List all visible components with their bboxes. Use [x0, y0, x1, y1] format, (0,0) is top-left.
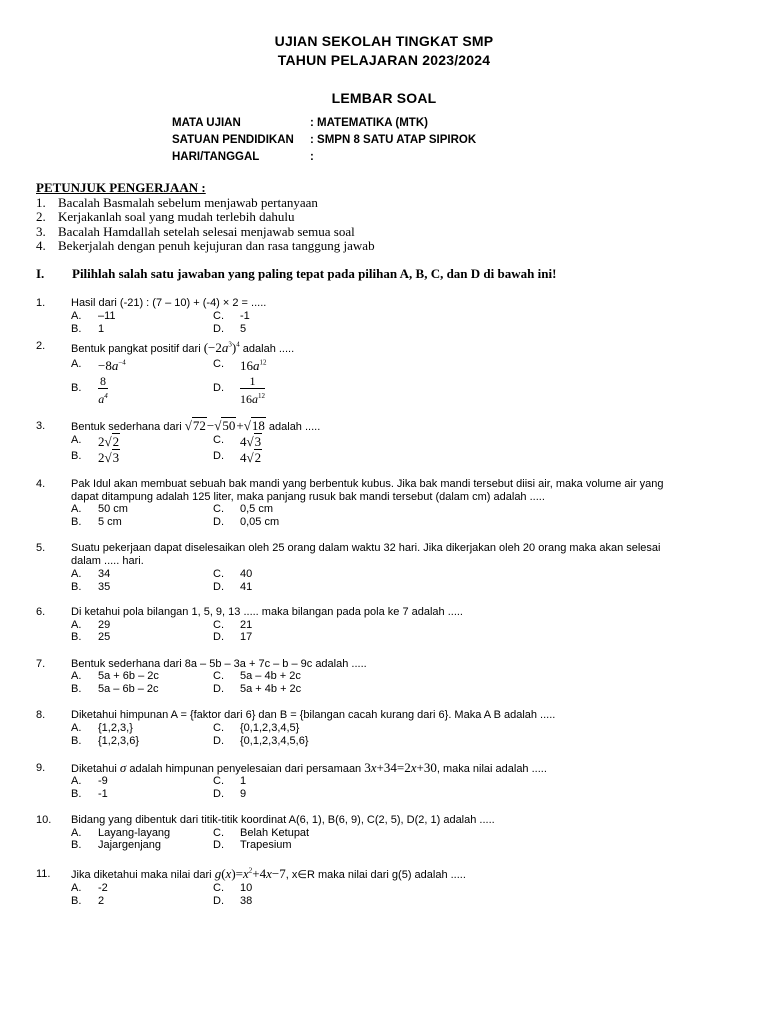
sheet-title: LEMBAR SOAL	[331, 90, 437, 106]
section-title: Pilihlah salah satu jawaban yang paling tepat pada pilihan A, B, C, dan D di bawah ini!	[72, 266, 557, 281]
math-expression: $(-2a^3)^4$	[203, 340, 240, 355]
question-text: Bentuk pangkat positif dari $(-2a^3)^4$ adalah .....	[71, 340, 295, 355]
math-expression: 3x+34=2x+30	[364, 760, 437, 775]
meta-key: MATA UJIAN	[172, 117, 241, 129]
section-heading	[36, 266, 557, 282]
question-text: Bidang yang dibentuk dari titik-titik koordinat A(6, 1), B(6, 9), C(2, 5), D(2, 1) adalah .....	[71, 814, 495, 826]
question-number: 3.	[36, 420, 46, 432]
math-expression: √72−√50+√18	[184, 418, 265, 433]
question-text-cont: dapat ditampung adalah 125 liter, maka panjang rusuk bak mandi tersebut (dalam cm) adalah .....	[71, 491, 545, 503]
question-text: Bentuk sederhana dari √72−√50+√18 adalah .....	[71, 418, 321, 433]
meta-key: SATUAN PENDIDIKAN	[172, 134, 294, 146]
header-line-1: UJIAN SEKOLAH TINGKAT SMP	[274, 33, 494, 49]
question-number: 8.	[36, 709, 46, 721]
question-number: 10.	[36, 814, 52, 826]
meta-value: :	[310, 151, 314, 163]
instruction-item: 4. Bekerjalah dengan penuh kejujuran dan rasa tanggung jawab	[36, 238, 375, 253]
instructions-title: PETUNJUK PENGERJAAN :	[36, 180, 206, 195]
instruction-item: 1. Bacalah Basmalah sebelum menjawab pertanyaan	[36, 195, 318, 210]
question-text: Hasil dari (-21) : (7 – 10) + (-4) × 2 = .....	[71, 297, 267, 309]
exam-sheet: UJIAN SEKOLAH TINGKAT SMP TAHUN PELAJARAN 2023/2024 LEMBAR SOAL MATA UJIAN : MATEMATIKA (MTK) SATUAN PENDIDIKAN : SMPN 8 SATU ATAP SIPIROK HARI/TANGGAL : PETUNJUK PENGERJAAN : 1. Bacalah Basmalah sebelum menjawab pertanyaan 2. Kerjakanlah soal yang mudah terlebih dahulu 3. Bacalah Hamdallah setelah selesai menjawab semua soal 4. Bekerjalah dengan penuh kejujuran dan rasa tanggung jawab I. Pilihlah salah satu jawaban yang paling tepat pada pilihan A, B, C, dan D di bawah ini! 1. Hasil dari (-21) : (7 – 10) + (-4) × 2 = ..... A. –11 B. 1 C. -1 D. 5 2. Bentuk pangkat positif dari $(-2a^3)^4$ adalah ..... A. $-8a^{-4}$ B. $\frac{8}{a^4}$ C. $16a^{12}$ D. $\frac{1}{16a^{12}}$ 3. Bentuk sederhana dari √72−√50+√18 adalah ..... A. 2√2 B. 2√3 C. 4√3 D. 4√2 4. Pak Idul akan membuat sebuah bak mandi yang berbentuk kubus. Jika bak mandi tersebut diisi air, maka volume air yang dapat ditampung adalah 125 liter, maka panjang rusuk bak mandi tersebut (dalam cm) adalah ..... A. 50 cm B. 5 cm C. 0,5 cm D. 0,05 cm 5. Suatu pekerjaan dapat diselesaikan oleh 25 orang dalam waktu 32 hari. Jika dikerjakan oleh 20 orang maka akan selesai dalam ..... hari. A. 34 B. 35 C. 40 D. 41 6. Di ketahui pola bilangan 1, 5, 9, 13 ..... maka bilangan pada pola ke 7 adalah ..... A. 29 B. 25 C. 21 D. 17 7. Bentuk sederhana dari 8a – 5b – 3a + 7c – b – 9c adalah ..... A. 5a + 6b – 2c B. 5a – 6b – 2c C. 5a – 4b + 2c D. 5a + 4b + 2c 8. Diketahui himpunan A = {faktor dari 6} dan B = {bilangan cacah kurang dari 6}. Maka A B adalah ..... A. {1,2,3,} B. {1,2,3,6} C. {0,1,2,3,4,5} D. {0,1,2,3,4,5,6} 9. Diketahui σ adalah himpunan penyelesaian dari persamaan 3x+34=2x+30, maka nilai adalah ..... A. -9 B. -1 C. 1 D. 9 10. Bidang yang dibentuk dari titik-titik koordinat A(6, 1), B(6, 9), C(2, 5), D(2, 1) adalah ..... A. Layang-layang B. Jajargenjang C. Belah Ketupat D. Trapesium 11. Jika diketahui maka nilai dari $g(x)=x^2+4x-7$, x∈R maka nilai dari g(5) adalah ..... A. -2 B. 2 C. 10 D. 38	[0, 0, 768, 1024]
section-number: I.	[36, 266, 45, 281]
meta-value: : SMPN 8 SATU ATAP SIPIROK	[310, 134, 477, 146]
question-text: Di ketahui pola bilangan 1, 5, 9, 13 ..... maka bilangan pada pola ke 7 adalah .....	[71, 606, 463, 618]
question-text: Diketahui himpunan A = {faktor dari 6} dan B = {bilangan cacah kurang dari 6}. Maka A B adalah .....	[71, 709, 556, 721]
question-number: 1.	[36, 297, 46, 309]
question-text-cont: dalam ..... hari.	[71, 555, 144, 567]
instruction-item: 2. Kerjakanlah soal yang mudah terlebih dahulu	[36, 209, 295, 224]
question-number: 9.	[36, 762, 46, 774]
question-number: 7.	[36, 658, 46, 670]
instruction-item: 3. Bacalah Hamdallah setelah selesai menjawab semua soal	[36, 224, 355, 239]
question-text: Diketahui σ adalah himpunan penyelesaian dari persamaan 3x+34=2x+30, maka nilai adalah .....	[71, 760, 547, 775]
question-number: 5.	[36, 542, 46, 554]
question-number: 4.	[36, 478, 46, 490]
meta-key: HARI/TANGGAL	[172, 151, 260, 163]
math-expression: $g(x)=x^2+4x-7$	[214, 866, 286, 881]
header-line-2: TAHUN PELAJARAN 2023/2024	[277, 52, 491, 68]
question-text: Pak Idul akan membuat sebuah bak mandi yang berbentuk kubus. Jika bak mandi tersebut diisi air, maka volume air yang	[71, 478, 664, 490]
meta-value: : MATEMATIKA (MTK)	[310, 117, 428, 129]
question-number: 11.	[36, 868, 51, 880]
question-text: Bentuk sederhana dari 8a – 5b – 3a + 7c – b – 9c adalah .....	[71, 658, 367, 670]
question-text: Suatu pekerjaan dapat diselesaikan oleh 25 orang dalam waktu 32 hari. Jika dikerjakan oleh 20 orang maka akan selesai	[71, 542, 661, 554]
question-text: Jika diketahui maka nilai dari $g(x)=x^2+4x-7$, x∈R maka nilai dari g(5) adalah .....	[71, 866, 466, 881]
question-number: 6.	[36, 606, 46, 618]
question-number: 2.	[36, 340, 46, 352]
